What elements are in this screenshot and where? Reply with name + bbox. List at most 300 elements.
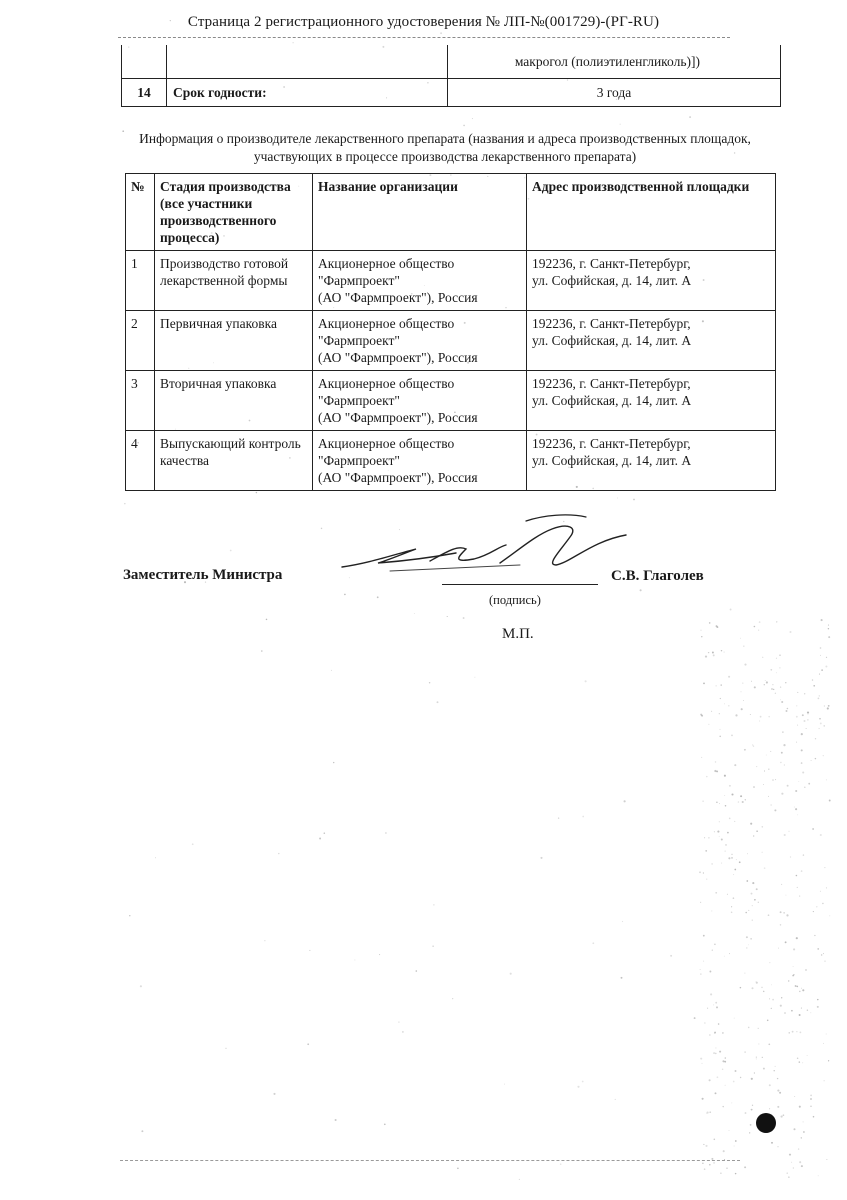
scan-speck <box>815 738 816 739</box>
scan-speck <box>787 785 789 787</box>
scan-speck <box>734 764 736 766</box>
scan-speck <box>761 987 763 989</box>
scan-speck <box>335 1119 337 1121</box>
scan-speck <box>797 725 798 726</box>
scan-speck <box>379 954 380 955</box>
footer-rule <box>120 1160 740 1161</box>
scan-speck <box>828 625 829 626</box>
scan-speck <box>795 790 797 792</box>
scan-speck <box>810 1012 811 1013</box>
scan-speck <box>781 701 783 703</box>
scan-speck <box>754 1072 755 1073</box>
scan-speck <box>818 1175 819 1176</box>
scan-speck <box>307 1043 309 1045</box>
table-row <box>122 79 781 107</box>
scan-speck <box>711 711 712 712</box>
production-stage: Первичная упаковка <box>155 311 313 371</box>
scan-speck <box>709 1034 710 1035</box>
scan-speck <box>716 625 718 627</box>
scan-speck <box>754 626 756 628</box>
scan-speck <box>820 891 821 892</box>
address-line: 192236, г. Санкт-Петербург, <box>532 256 691 271</box>
scan-speck <box>740 638 741 639</box>
scan-speck <box>813 1116 815 1118</box>
scan-speck <box>540 857 542 859</box>
scan-speck <box>748 944 749 945</box>
org-line: (АО "Фармпроект"), Россия <box>318 350 478 365</box>
scan-speck <box>670 955 672 957</box>
scan-speck <box>788 980 789 981</box>
scan-speck <box>798 1148 799 1149</box>
scan-speck <box>808 714 809 715</box>
scan-speck <box>793 948 795 950</box>
scan-speck <box>812 828 814 830</box>
scan-speck <box>817 999 818 1000</box>
scan-speck <box>731 912 733 914</box>
scan-speck <box>617 498 618 499</box>
scan-speck <box>744 749 746 751</box>
scan-speck <box>797 692 798 693</box>
scan-speck <box>828 1060 829 1061</box>
org-line: (АО "Фармпроект"), Россия <box>318 290 478 305</box>
scan-speck <box>713 1004 714 1005</box>
scan-speck <box>807 712 809 714</box>
scan-speck <box>708 652 709 653</box>
scan-speck <box>714 1032 716 1034</box>
scan-speck <box>785 941 787 943</box>
scan-speck <box>820 722 822 724</box>
scan-speck <box>745 799 746 800</box>
scan-speck <box>822 903 823 904</box>
scan-speck <box>746 947 747 948</box>
scan-speck <box>447 616 448 617</box>
scan-speck <box>775 1066 776 1067</box>
org-line: "Фармпроект" <box>318 393 400 408</box>
scan-speck <box>739 861 741 863</box>
scan-speck <box>752 1105 753 1106</box>
scan-speck <box>733 897 735 899</box>
scan-speck <box>736 859 737 860</box>
scan-speck <box>721 863 722 864</box>
scan-speck <box>770 669 772 671</box>
scan-speck <box>791 1162 792 1163</box>
scan-speck <box>753 786 755 788</box>
org-line: "Фармпроект" <box>318 333 400 348</box>
scan-speck <box>823 953 824 954</box>
composition-continuation: макрогол (полиэтиленгликоль)]) <box>448 45 781 79</box>
scan-speck <box>769 962 770 963</box>
scan-speck <box>715 761 716 762</box>
scan-speck <box>792 1031 794 1033</box>
scan-speck <box>803 1121 804 1122</box>
scan-speck <box>796 937 798 939</box>
scan-speck <box>744 1166 746 1168</box>
registration-details-table <box>121 45 781 107</box>
scan-speck <box>768 1043 770 1045</box>
scan-speck <box>402 1031 404 1033</box>
scan-speck <box>582 816 584 818</box>
scan-speck <box>788 1177 789 1178</box>
scan-speck <box>735 1173 736 1174</box>
scan-speck <box>714 831 715 832</box>
scan-speck <box>706 776 707 777</box>
scan-speck <box>783 744 785 746</box>
scan-speck <box>824 867 825 868</box>
scan-speck <box>714 943 716 945</box>
scan-speck <box>750 1124 752 1126</box>
address-line: 192236, г. Санкт-Петербург, <box>532 316 691 331</box>
scan-speck <box>824 1080 825 1081</box>
scan-speck <box>820 834 822 836</box>
scan-speck <box>802 771 804 773</box>
scan-speck <box>829 800 831 802</box>
scan-speck <box>722 1106 723 1107</box>
scan-speck <box>703 872 704 873</box>
scan-speck <box>828 628 829 629</box>
scan-speck <box>140 985 142 987</box>
scan-speck <box>819 695 820 696</box>
scan-speck <box>733 874 734 875</box>
scan-speck <box>772 779 774 781</box>
scan-speck <box>777 1090 779 1092</box>
scan-speck <box>725 1057 727 1059</box>
org-line: Акционерное общество <box>318 436 455 451</box>
scan-speck <box>712 652 714 654</box>
scan-speck <box>758 902 759 903</box>
scan-speck <box>744 973 745 974</box>
scan-speck <box>797 887 798 888</box>
scan-speck <box>759 621 761 623</box>
scan-speck <box>756 981 757 982</box>
scan-speck <box>771 984 772 985</box>
scan-speck <box>786 710 788 712</box>
scan-speck <box>582 1081 584 1083</box>
scan-speck <box>709 1111 711 1113</box>
scan-speck <box>731 1102 732 1103</box>
scan-speck <box>700 714 702 716</box>
scan-speck <box>779 667 780 668</box>
scan-speck <box>725 1085 726 1086</box>
scan-speck <box>780 686 781 687</box>
scan-speck <box>331 670 332 671</box>
manufacturer-info-caption <box>100 130 790 166</box>
scan-speck <box>719 803 720 804</box>
scan-speck <box>772 999 774 1001</box>
scan-speck <box>715 1047 716 1048</box>
scan-speck <box>778 948 779 949</box>
scan-speck <box>715 1002 717 1004</box>
scan-speck <box>774 1070 775 1071</box>
scan-speck <box>818 698 820 700</box>
scan-speck <box>769 998 770 999</box>
scan-speck <box>828 636 830 638</box>
scan-speck <box>558 817 559 818</box>
scan-speck <box>816 906 817 907</box>
scan-speck <box>719 836 720 837</box>
scan-speck <box>770 751 771 752</box>
scan-speck <box>504 1084 505 1085</box>
scan-speck <box>807 1009 808 1010</box>
scan-speck <box>794 1096 795 1097</box>
scan-speck <box>824 725 825 726</box>
row-number: 2 <box>126 311 155 371</box>
scan-speck <box>758 1044 759 1045</box>
scan-speck <box>802 989 804 991</box>
scan-speck <box>706 879 707 880</box>
scan-speck <box>796 875 798 877</box>
scan-speck <box>764 684 765 685</box>
shelf-life-value: 3 года <box>448 79 781 107</box>
scan-speck <box>826 657 827 658</box>
scan-speck <box>817 948 819 950</box>
org-line: "Фармпроект" <box>318 453 400 468</box>
scan-speck <box>743 700 744 701</box>
scan-speck <box>742 801 744 803</box>
scan-speck <box>730 609 732 611</box>
caption-line: Информация о производителе лекарственного препарата (названия и адреса производственных площадок, <box>139 131 751 146</box>
scan-speck <box>715 1092 717 1094</box>
scan-speck <box>721 650 722 651</box>
table-row <box>122 45 781 79</box>
scan-speck <box>620 124 621 125</box>
scan-speck <box>797 986 799 988</box>
scan-speck <box>621 977 623 979</box>
address-line: ул. Софийская, д. 14, лит. А <box>532 393 692 408</box>
scan-speck <box>796 705 797 706</box>
scan-speck <box>719 821 720 822</box>
scan-speck <box>775 779 776 780</box>
scan-speck <box>807 719 808 720</box>
scan-speck <box>781 793 783 795</box>
scan-speck <box>775 693 776 694</box>
scan-speck <box>731 854 732 855</box>
scan-speck <box>771 1008 772 1009</box>
column-header-stage: Стадия производства (все участники производственного процесса) <box>155 174 313 251</box>
table-cell <box>122 45 167 79</box>
scan-speck <box>319 838 321 840</box>
column-header-address: Адрес производственной площадки <box>527 174 776 251</box>
scan-speck <box>266 619 268 621</box>
scan-speck <box>780 699 781 700</box>
scan-speck <box>777 1106 779 1108</box>
scan-speck <box>701 636 702 637</box>
scan-speck <box>786 914 788 916</box>
scan-speck <box>728 705 730 707</box>
scan-speck <box>799 1161 801 1163</box>
scan-speck <box>790 856 791 857</box>
scan-speck <box>781 884 782 885</box>
scan-speck <box>743 646 744 647</box>
scan-speck <box>801 749 803 751</box>
scan-speck <box>747 853 748 854</box>
site-address <box>527 371 776 431</box>
scan-speck <box>292 42 293 43</box>
page-header: Страница 2 регистрационного удостоверения № ЛП-№(001729)-(РГ-RU) <box>187 14 660 30</box>
scan-speck <box>813 911 814 912</box>
scan-speck <box>789 631 791 633</box>
scan-speck <box>622 921 623 922</box>
scan-speck <box>701 757 702 758</box>
scan-speck <box>799 991 801 993</box>
scan-speck <box>799 1061 800 1062</box>
scan-speck <box>762 852 763 853</box>
scan-speck <box>784 834 786 836</box>
scan-speck <box>700 974 701 975</box>
scan-speck <box>703 1144 704 1145</box>
scan-speck <box>793 1167 794 1168</box>
scan-speck <box>780 911 782 913</box>
scan-speck <box>829 915 830 916</box>
row-number: 1 <box>126 251 155 311</box>
table-row <box>126 371 776 431</box>
scan-speck <box>783 912 784 913</box>
scan-speck <box>756 766 757 767</box>
scan-speck <box>796 742 797 743</box>
scan-speck <box>741 691 742 692</box>
org-line: Акционерное общество <box>318 316 455 331</box>
scan-speck <box>758 630 759 631</box>
production-stage: Производство готовой лекарственной формы <box>155 251 313 311</box>
scan-speck <box>740 987 742 989</box>
scan-speck <box>764 770 765 771</box>
scan-speck <box>740 795 742 797</box>
scan-speck <box>728 676 730 678</box>
scan-speck <box>633 499 635 501</box>
scan-speck <box>725 851 726 852</box>
address-line: ул. Софийская, д. 14, лит. А <box>532 333 692 348</box>
address-line: ул. Софийская, д. 14, лит. А <box>532 273 692 288</box>
scan-speck <box>724 956 725 957</box>
scan-speck <box>753 745 754 746</box>
org-line: "Фармпроект" <box>318 273 400 288</box>
scan-speck <box>734 1145 735 1146</box>
scan-speck <box>798 781 799 782</box>
scan-speck <box>752 905 753 906</box>
scan-speck <box>733 1081 735 1083</box>
scan-speck <box>774 809 776 811</box>
scan-speck <box>793 1128 795 1130</box>
scan-speck <box>764 867 766 869</box>
shelf-life-label: Срок годности: <box>167 79 448 107</box>
scan-speck <box>824 705 825 706</box>
scan-speck <box>452 998 453 999</box>
scan-speck <box>803 1131 805 1133</box>
scan-speck <box>725 805 727 807</box>
scan-speck <box>640 589 642 591</box>
scan-speck <box>725 844 727 846</box>
scan-speck <box>724 704 725 705</box>
scan-speck <box>377 596 379 598</box>
scan-speck <box>729 818 731 820</box>
scan-speck <box>744 1051 745 1052</box>
scan-speck <box>707 1008 708 1009</box>
seal-placeholder: М.П. <box>502 626 534 642</box>
scan-speck <box>398 1021 399 1022</box>
scan-speck <box>463 125 465 127</box>
scan-speck <box>812 679 814 681</box>
scan-speck <box>769 1084 771 1086</box>
scan-speck <box>720 729 721 730</box>
scan-speck <box>264 940 265 941</box>
table-row <box>126 431 776 491</box>
scan-speck <box>577 1086 579 1088</box>
scan-speck <box>718 1023 720 1025</box>
scan-speck <box>742 682 743 683</box>
signatory-name: С.В. Глаголев <box>611 568 704 584</box>
scan-speck <box>826 887 827 888</box>
scan-speck <box>801 988 802 989</box>
scan-speck <box>416 970 418 972</box>
scan-speck <box>793 966 794 967</box>
scan-speck <box>708 724 709 725</box>
scan-speck <box>225 1048 226 1049</box>
scan-speck <box>779 1092 781 1094</box>
scan-speck <box>731 735 733 737</box>
scan-speck <box>810 1106 811 1107</box>
scan-speck <box>716 685 717 686</box>
scan-speck <box>344 594 346 596</box>
scan-speck <box>440 32 442 34</box>
scan-speck <box>783 1114 785 1116</box>
scan-speck <box>754 686 756 688</box>
scan-speck <box>744 664 746 666</box>
scan-speck <box>769 1108 770 1109</box>
scan-speck <box>804 787 806 789</box>
scan-speck <box>724 795 725 796</box>
production-stage: Вторичная упаковка <box>155 371 313 431</box>
scan-speck <box>758 1028 759 1029</box>
scan-speck <box>801 733 803 735</box>
scan-speck <box>772 684 773 685</box>
scan-speck <box>828 705 830 707</box>
scan-speck <box>124 503 126 505</box>
scan-speck <box>810 1095 812 1097</box>
scan-speck <box>429 682 430 683</box>
scan-speck <box>384 1123 386 1125</box>
scan-speck <box>787 708 789 710</box>
scan-speck <box>799 896 800 897</box>
scan-speck <box>230 550 232 552</box>
scan-speck <box>760 716 762 718</box>
scan-speck <box>777 1078 778 1079</box>
scan-speck <box>273 1093 275 1095</box>
scan-speck <box>735 714 737 716</box>
scan-speck <box>745 1112 747 1114</box>
scan-speck <box>700 630 701 631</box>
scan-speck <box>759 721 760 722</box>
scan-speck <box>817 1006 819 1008</box>
scan-speck <box>811 760 812 761</box>
scan-speck <box>819 718 821 720</box>
scan-speck <box>720 1173 721 1174</box>
scan-speck <box>724 652 725 653</box>
row-number: 3 <box>126 371 155 431</box>
scan-speck <box>414 613 415 614</box>
scan-speck <box>712 949 713 950</box>
address-line: ул. Софийская, д. 14, лит. А <box>532 453 692 468</box>
site-address <box>527 431 776 491</box>
scan-speck <box>704 1022 705 1023</box>
scan-speck <box>278 853 279 854</box>
scan-speck <box>766 755 767 756</box>
scan-speck <box>799 1106 801 1108</box>
scan-speck <box>780 762 781 763</box>
scan-speck <box>321 528 323 530</box>
column-header-organization: Название организации <box>313 174 527 251</box>
scan-speck <box>729 953 730 954</box>
scan-speck <box>766 681 768 683</box>
scan-speck <box>785 895 786 896</box>
